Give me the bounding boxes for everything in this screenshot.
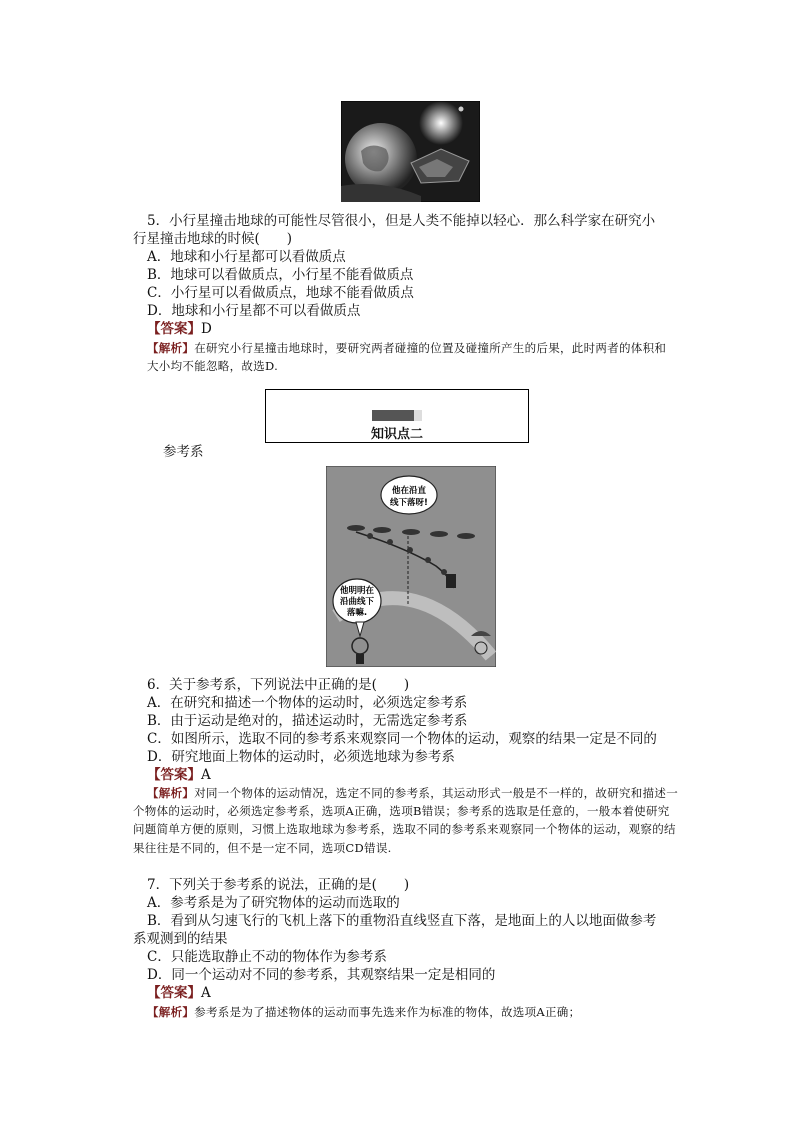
q5-explanation: [147, 339, 677, 375]
q5-stem-line1: 5．小行星撞击地球的可能性尽管很小，但是人类不能掉以轻心．那么科学家在研究小: [147, 213, 656, 229]
section-title: 参考系: [163, 444, 204, 460]
bubble-bottom-line2: 沿曲线下: [339, 597, 375, 607]
q5-option-b: B．地球可以看做质点，小行星不能看做质点: [147, 267, 414, 283]
q5-option-a: A．地球和小行星都可以看做质点: [147, 249, 346, 265]
bubble-bottom-line3: 落嘛.: [346, 608, 368, 618]
q7-option-b-line2: 系观测到的结果: [133, 931, 228, 947]
explain-text: 对同一个物体的运动情况，选定不同的参考系，其运动形式一般是不一样的，故研究和描述一个物体的运动时，必须选定参考系，选项A正确，选项B错误；参考系的选取是任意的，一般本着使研究问题简单方便的原则，习惯上选取地球为参考系，选取不同的参考系来观察同一个物体的运动，观察的结果往往是不同的，但不是一定不同，选项CD错误.: [133, 786, 678, 855]
progress-bar-icon: [372, 410, 422, 421]
q5-stem-line2: 行星撞击地球的时候( ): [133, 231, 293, 247]
bubble-top-line2: 线下落呀!: [390, 498, 428, 508]
explain-text: 参考系是为了描述物体的运动而事先选来作为标准的物体，故选项A正确；: [194, 1005, 581, 1019]
explain-tag: 【解析】: [147, 341, 195, 355]
asteroid-earth-image: [341, 101, 480, 202]
explain-tag: 【解析】: [147, 1005, 195, 1019]
q7-explanation: [147, 1003, 679, 1021]
q7-answer: [147, 984, 211, 1002]
explain-text: 在研究小行星撞击地球时，要研究两者碰撞的位置及碰撞所产生的后果，此时两者的体积和大小均不能忽略，故选D.: [147, 341, 667, 374]
q7-option-b-line1: B．看到从匀速飞行的飞机上落下的重物沿直线竖直下落，是地面上的人以地面做参考: [147, 913, 657, 929]
q6-option-b: B．由于运动是绝对的，描述运动时，无需选定参考系: [147, 713, 468, 729]
q7-option-c: C．只能选取静止不动的物体作为参考系: [147, 949, 387, 965]
answer-value: A: [201, 767, 211, 783]
explain-tag: 【解析】: [147, 786, 195, 800]
q6-answer: [147, 766, 211, 784]
q7-stem: 7．下列关于参考系的说法，正确的是( ): [147, 877, 410, 893]
bubble-bottom-line1: 他明明在: [339, 586, 375, 596]
q6-option-a: A．在研究和描述一个物体的运动时，必须选定参考系: [147, 695, 468, 711]
q6-option-c: C．如图所示，选取不同的参考系来观察同一个物体的运动，观察的结果一定是不同的: [147, 731, 657, 747]
knowledge-point-label: 知识点二: [370, 427, 423, 442]
answer-value: A: [201, 985, 211, 1001]
q6-option-d: D．研究地面上物体的运动时，必须选地球为参考系: [147, 749, 455, 765]
answer-value: D: [201, 321, 212, 337]
q6-stem: 6．关于参考系，下列说法中正确的是( ): [147, 677, 410, 693]
answer-tag: 【答案】: [147, 767, 201, 783]
falling-object-cartoon: [326, 466, 496, 667]
q6-explanation: [133, 784, 681, 857]
q7-option-d: D．同一个运动对不同的参考系，其观察结果一定是相同的: [147, 967, 496, 983]
q5-answer: [147, 320, 212, 338]
knowledge-point-box: [265, 389, 529, 443]
q5-option-c: C．小行星可以看做质点，地球不能看做质点: [147, 285, 414, 301]
bubble-top-line1: 他在沿直: [391, 486, 427, 496]
q5-option-d: D．地球和小行星都不可以看做质点: [147, 303, 361, 319]
answer-tag: 【答案】: [147, 321, 201, 337]
q7-option-a: A．参考系是为了研究物体的运动而选取的: [147, 895, 400, 911]
answer-tag: 【答案】: [147, 985, 201, 1001]
